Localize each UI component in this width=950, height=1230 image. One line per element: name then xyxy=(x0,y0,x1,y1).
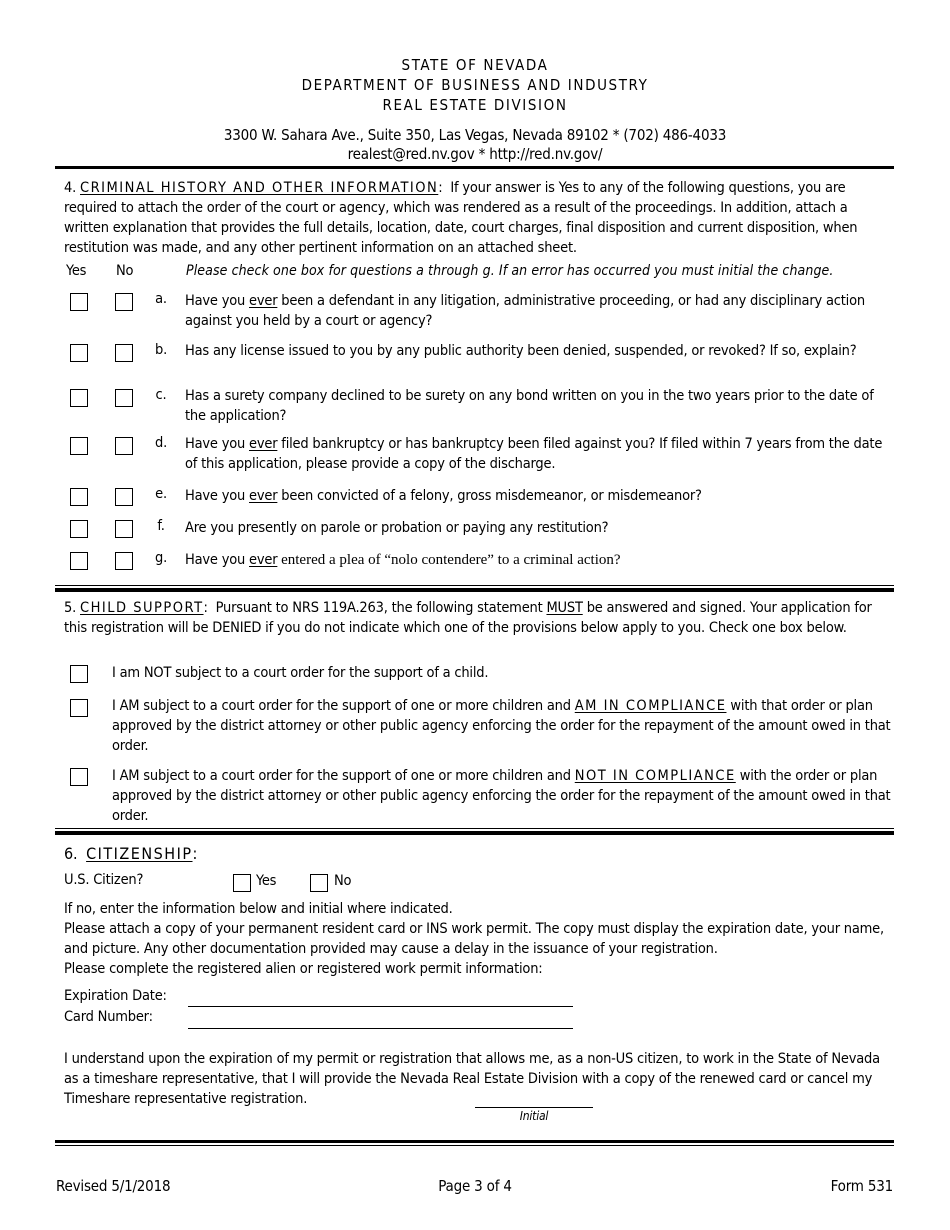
question-c-no-checkbox[interactable] xyxy=(115,389,133,407)
us-citizen-no-checkbox[interactable] xyxy=(310,874,328,892)
must-emphasis: MUST xyxy=(546,600,583,616)
question-b-text: Has any license issued to you by any public authority been denied, suspended, or revoked? If so, explain? xyxy=(185,343,857,359)
card-number-label: Card Number: xyxy=(64,1009,153,1025)
child-support-option-1: I am NOT subject to a court order for the support of a child. xyxy=(112,665,489,681)
section-divider xyxy=(55,585,894,586)
agency-division: REAL ESTATE DIVISION xyxy=(382,96,568,114)
section-divider xyxy=(55,1140,894,1143)
question-f-no-checkbox[interactable] xyxy=(115,520,133,538)
question-g-yes-checkbox[interactable] xyxy=(70,552,88,570)
agency-address: 3300 W. Sahara Ave., Suite 350, Las Vegas, Nevada 89102 * (702) 486-4033 xyxy=(223,126,727,144)
us-citizen-label: U.S. Citizen? xyxy=(64,872,144,888)
question-c-text: Has a surety company declined to be surety on any bond written on you in the two years prior to the date of the application? xyxy=(185,388,874,424)
question-b-yes-checkbox[interactable] xyxy=(70,344,88,362)
us-citizen-no-label: No xyxy=(334,873,352,889)
us-citizen-yes-checkbox[interactable] xyxy=(233,874,251,892)
us-citizen-yes-label: Yes xyxy=(256,873,277,889)
no-column-header: No xyxy=(116,263,134,279)
card-number-field[interactable] xyxy=(188,1028,573,1029)
section-divider xyxy=(55,828,894,829)
child-support-not-subject-checkbox[interactable] xyxy=(70,665,88,683)
question-a-text: Have you ever been a defendant in any litigation, administrative proceeding, or had any disciplinary action against you held by a court or agency? xyxy=(185,293,865,329)
question-c-letter: c. xyxy=(155,387,167,403)
section-divider xyxy=(55,831,894,835)
question-a-no-checkbox[interactable] xyxy=(115,293,133,311)
question-g-text: Have you ever entered a plea of “nolo contendere” to a criminal action? xyxy=(185,552,621,568)
section6-heading: 6. CITIZENSHIP: xyxy=(64,844,198,863)
expiration-date-field[interactable] xyxy=(188,1006,573,1007)
expiration-date-label: Expiration Date: xyxy=(64,988,167,1004)
question-f-yes-checkbox[interactable] xyxy=(70,520,88,538)
section6-number: 6. xyxy=(64,844,78,863)
section-divider xyxy=(55,588,894,592)
section4-number: 4. xyxy=(64,180,77,196)
section5-intro: 5. CHILD SUPPORT: Pursuant to NRS 119A.263, the following statement MUST be answered and signed. Your application for this registration will be DENIED if you do not indicate which one of the provisions below apply to you. Check one box below. xyxy=(64,600,872,636)
question-e-text: Have you ever been convicted of a felony, gross misdemeanor, or misdemeanor? xyxy=(185,488,702,504)
child-support-option-3: I AM subject to a court order for the support of one or more children and NOT IN COMPLIANCE with the order or plan approved by the district attorney or other public agency enforcing the order for the repayment of the amount owed in that order. xyxy=(112,768,891,824)
question-a-yes-checkbox[interactable] xyxy=(70,293,88,311)
question-d-letter: d. xyxy=(154,435,168,451)
revised-date: Revised 5/1/2018 xyxy=(56,1177,171,1195)
citizenship-statement: I understand upon the expiration of my permit or registration that allows me, as a non-US citizen, to work in the State of Nevada as a timeshare representative, that I will provide the Nevada Real Estate Division with a copy of the renewed card or cancel my Timeshare representative registration. xyxy=(64,1051,880,1107)
section5-title: CHILD SUPPORT xyxy=(80,600,204,616)
initial-field[interactable] xyxy=(475,1107,593,1108)
section4-intro: 4. CRIMINAL HISTORY AND OTHER INFORMATION: If your answer is Yes to any of the following questions, you are required to attach the order of the court or agency, which was rendered as a result of the proceedings. In addition, attach a written explanation that provides the full details, location, date, court charges, final disposition and current disposition, when restitution was made, and any other pertinent information on an attached sheet. xyxy=(64,180,858,256)
agency-state: STATE OF NEVADA xyxy=(401,56,549,74)
child-support-option-2: I AM subject to a court order for the support of one or more children and AM IN COMPLIANCE with that order or plan approved by the district attorney or other public agency enforcing the order for the repayment of the amount owed in that order. xyxy=(112,698,891,754)
question-f-letter: f. xyxy=(157,518,165,534)
question-e-letter: e. xyxy=(155,486,167,502)
question-g-letter: g. xyxy=(154,550,168,566)
question-c-yes-checkbox[interactable] xyxy=(70,389,88,407)
agency-contact: realest@red.nv.gov * http://red.nv.gov/ xyxy=(347,145,603,163)
section6-title: CITIZENSHIP xyxy=(86,844,193,863)
question-e-no-checkbox[interactable] xyxy=(115,488,133,506)
section4-instruction: Please check one box for questions a through g. If an error has occurred you must initial the change. xyxy=(186,263,834,279)
section4-title: CRIMINAL HISTORY AND OTHER INFORMATION xyxy=(80,180,439,196)
initial-label: Initial xyxy=(519,1109,549,1123)
question-f-text: Are you presently on parole or probation or paying any restitution? xyxy=(185,520,609,536)
child-support-in-compliance-checkbox[interactable] xyxy=(70,699,88,717)
section-divider xyxy=(55,1145,894,1146)
question-b-no-checkbox[interactable] xyxy=(115,344,133,362)
citizenship-instructions: If no, enter the information below and initial where indicated. Please attach a copy of your permanent resident card or INS work permit. The copy must display the expiration date, your name, and picture. Any other documentation provided may cause a delay in the issuance of your registration. Please complete the registered alien or registered work permit information: xyxy=(64,901,884,977)
question-g-no-checkbox[interactable] xyxy=(115,552,133,570)
section4-intro-first: If your answer is Yes to any of the following xyxy=(450,180,725,196)
form-number: Form 531 xyxy=(830,1177,893,1195)
section-divider xyxy=(55,166,894,169)
question-b-letter: b. xyxy=(154,342,168,358)
question-a-letter: a. xyxy=(155,291,167,307)
question-d-text: Have you ever filed bankruptcy or has bankruptcy been filed against you? If filed within 7 years from the date of this application, please provide a copy of the discharge. xyxy=(185,436,883,472)
question-d-no-checkbox[interactable] xyxy=(115,437,133,455)
page-number: Page 3 of 4 xyxy=(438,1177,512,1195)
question-d-yes-checkbox[interactable] xyxy=(70,437,88,455)
child-support-not-in-compliance-checkbox[interactable] xyxy=(70,768,88,786)
yes-column-header: Yes xyxy=(66,263,87,279)
section5-number: 5. xyxy=(64,600,77,616)
question-e-yes-checkbox[interactable] xyxy=(70,488,88,506)
section4-intro-rest: questions, you are required to attach the order of the court or agency, which was rendered as a result of the proceedings. In addition, attach a written explanation that provides the full details, location, date, court charges, final disposition and current disposition, when restitution was made, and any other pertinent information on an attached sheet. xyxy=(64,180,858,256)
agency-department: DEPARTMENT OF BUSINESS AND INDUSTRY xyxy=(301,76,649,94)
